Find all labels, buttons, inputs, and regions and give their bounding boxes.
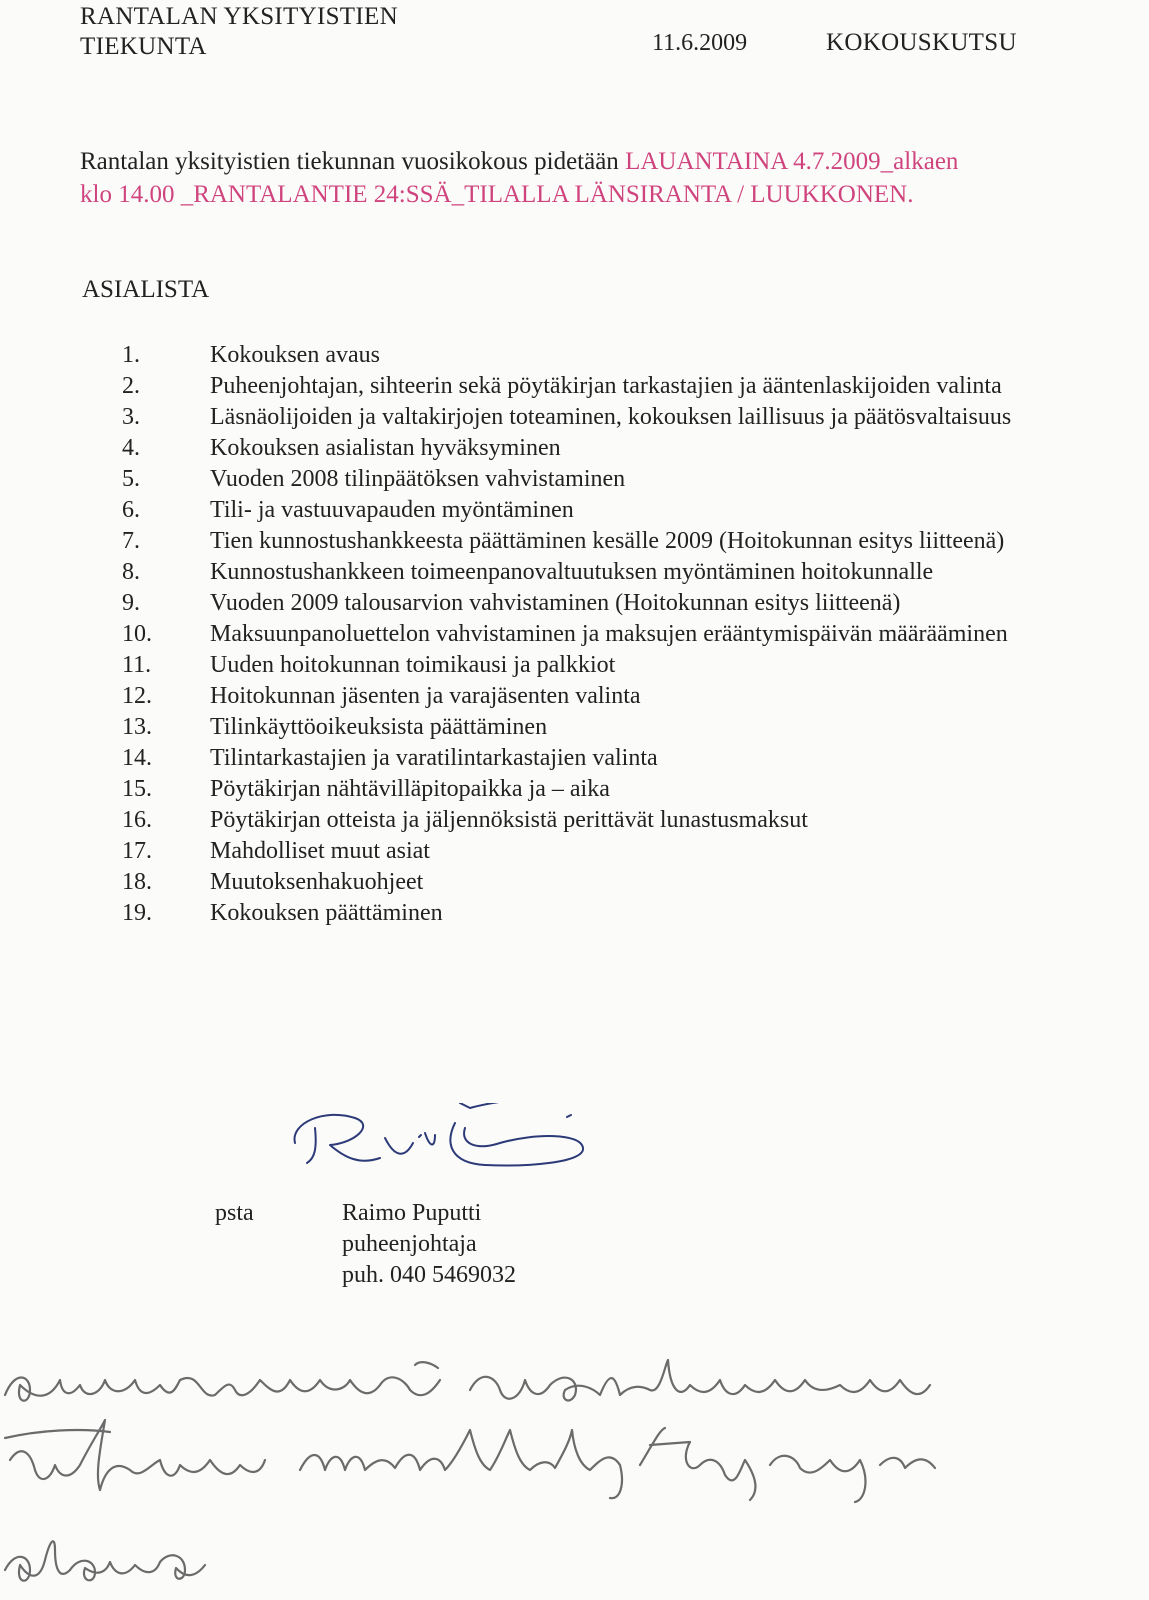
agenda-item-text: Pöytäkirjan nähtävilläpitopaikka ja – aika bbox=[210, 776, 610, 802]
announcement-lead: Rantalan yksityistien tiekunnan vuosikokous pidetään bbox=[80, 148, 626, 175]
agenda-item bbox=[118, 557, 1058, 588]
agenda-title: ASIALISTA bbox=[82, 276, 210, 303]
announcement-highlight-1: LAUANTAINA 4.7.2009_alkaen bbox=[625, 148, 959, 175]
agenda-item-number: 9. bbox=[122, 590, 140, 616]
agenda-item-text: Vuoden 2008 tilinpäätöksen vahvistaminen bbox=[210, 466, 626, 492]
agenda-item-number: 17. bbox=[122, 838, 152, 864]
agenda-item-number: 11. bbox=[122, 652, 152, 678]
agenda-item-text: Maksuunpanoluettelon vahvistaminen ja maksujen erääntymispäivän määrääminen bbox=[210, 621, 1008, 647]
organization-name bbox=[80, 2, 398, 62]
agenda-item-number: 15. bbox=[122, 776, 152, 802]
agenda-item bbox=[118, 836, 1058, 867]
agenda-item bbox=[118, 867, 1058, 898]
agenda-item-number: 8. bbox=[122, 559, 140, 585]
signing-prefix: psta bbox=[215, 1200, 254, 1226]
agenda-item-number: 5. bbox=[122, 466, 140, 492]
signer-phone: puh. 040 5469032 bbox=[342, 1262, 516, 1288]
agenda-item bbox=[118, 650, 1058, 681]
agenda-item bbox=[118, 464, 1058, 495]
agenda-item-text: Puheenjohtajan, sihteerin sekä pöytäkirjan tarkastajien ja ääntenlaskijoiden valinta bbox=[210, 373, 1002, 399]
agenda-item-number: 12. bbox=[122, 683, 152, 709]
org-line-1: RANTALAN YKSITYISTIEN bbox=[80, 3, 398, 30]
agenda-item-number: 14. bbox=[122, 745, 152, 771]
agenda-item-text: Vuoden 2009 talousarvion vahvistaminen (Hoitokunnan esitys liitteenä) bbox=[210, 590, 901, 616]
org-line-2: TIEKUNTA bbox=[80, 33, 207, 60]
agenda-item bbox=[118, 588, 1058, 619]
agenda-item bbox=[118, 774, 1058, 805]
document-date: 11.6.2009 bbox=[652, 30, 748, 56]
agenda-item-number: 7. bbox=[122, 528, 140, 554]
agenda-item-number: 16. bbox=[122, 807, 152, 833]
agenda-item bbox=[118, 805, 1058, 836]
agenda-item-text: Hoitokunnan jäsenten ja varajäsenten valinta bbox=[210, 683, 641, 709]
agenda-item-number: 10. bbox=[122, 621, 152, 647]
agenda-item-number: 19. bbox=[122, 900, 152, 926]
agenda-item-number: 13. bbox=[122, 714, 152, 740]
agenda-item-text: Uuden hoitokunnan toimikausi ja palkkiot bbox=[210, 652, 616, 678]
agenda-item-number: 4. bbox=[122, 435, 140, 461]
agenda-item bbox=[118, 402, 1058, 433]
agenda-item-number: 2. bbox=[122, 373, 140, 399]
handwritten-signature bbox=[285, 1103, 625, 1203]
handwritten-note bbox=[0, 1350, 1149, 1600]
agenda-item-text: Kunnostushankkeen toimeenpanovaltuutuksen myöntäminen hoitokunnalle bbox=[210, 559, 934, 585]
agenda-item-text: Tien kunnostushankkeesta päättäminen kesälle 2009 (Hoitokunnan esitys liitteenä) bbox=[210, 528, 1005, 554]
agenda-item bbox=[118, 433, 1058, 464]
agenda-item-text: Tilinkäyttöoikeuksista päättäminen bbox=[210, 714, 548, 740]
agenda-item bbox=[118, 898, 1058, 929]
agenda-item-text: Mahdolliset muut asiat bbox=[210, 838, 430, 864]
agenda-item-number: 18. bbox=[122, 869, 152, 895]
agenda-item bbox=[118, 371, 1058, 402]
agenda-item bbox=[118, 340, 1058, 371]
signer-block bbox=[342, 1198, 516, 1291]
announcement-highlight-2: klo 14.00 _RANTALANTIE 24:SSÄ_TILALLA LÄNSIRANTA / LUUKKONEN. bbox=[80, 181, 914, 208]
agenda-item-number: 3. bbox=[122, 404, 140, 430]
agenda-item-text: Kokouksen asialistan hyväksyminen bbox=[210, 435, 561, 461]
agenda-item-number: 1. bbox=[122, 342, 140, 368]
agenda-item-number: 6. bbox=[122, 497, 140, 523]
meeting-announcement bbox=[80, 145, 1080, 211]
agenda-item-text: Tilintarkastajien ja varatilintarkastajien valinta bbox=[210, 745, 658, 771]
signer-name: Raimo Puputti bbox=[342, 1200, 482, 1226]
agenda-item-text: Kokouksen päättäminen bbox=[210, 900, 443, 926]
agenda-item bbox=[118, 712, 1058, 743]
signer-title: puheenjohtaja bbox=[342, 1231, 477, 1257]
document-type: KOKOUSKUTSU bbox=[826, 29, 1017, 56]
agenda-item bbox=[118, 743, 1058, 774]
agenda-item bbox=[118, 526, 1058, 557]
agenda-item bbox=[118, 495, 1058, 526]
agenda-item bbox=[118, 619, 1058, 650]
agenda-item-text: Tili- ja vastuuvapauden myöntäminen bbox=[210, 497, 574, 523]
agenda-list bbox=[118, 340, 1058, 929]
agenda-item-text: Muutoksenhakuohjeet bbox=[210, 869, 424, 895]
agenda-item-text: Läsnäolijoiden ja valtakirjojen toteaminen, kokouksen laillisuus ja päätösvaltaisuus bbox=[210, 404, 1012, 430]
agenda-item-text: Pöytäkirjan otteista ja jäljennöksistä perittävät lunastusmaksut bbox=[210, 807, 808, 833]
agenda-item-text: Kokouksen avaus bbox=[210, 342, 380, 368]
agenda-item bbox=[118, 681, 1058, 712]
